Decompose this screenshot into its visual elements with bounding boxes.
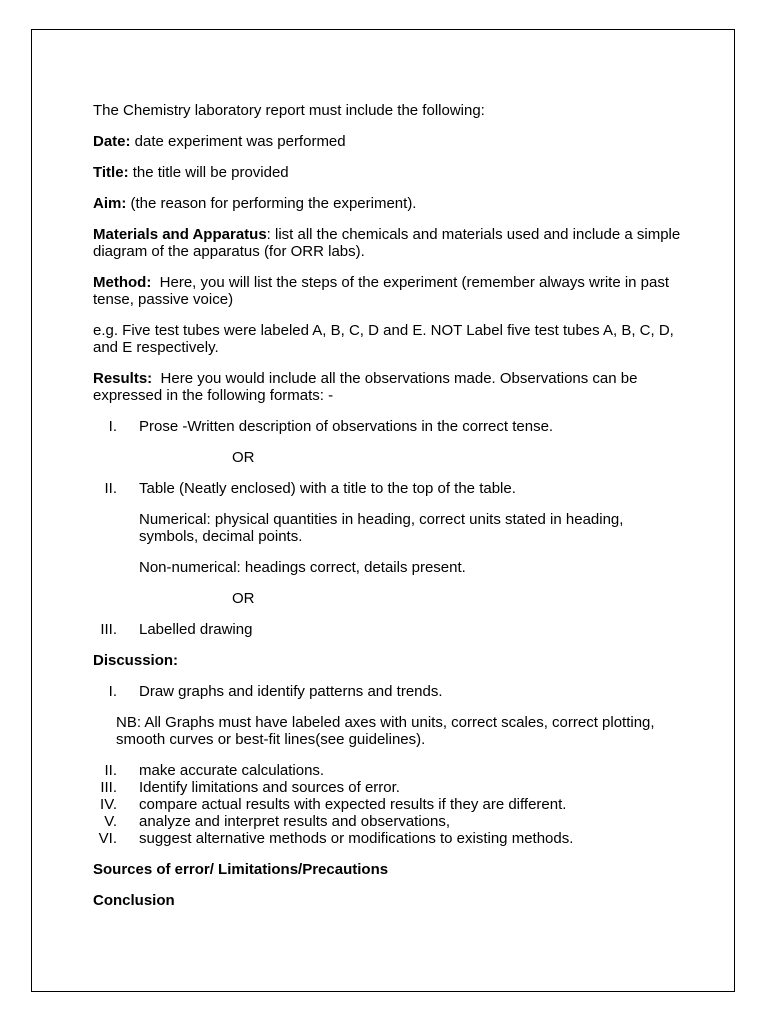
intro-text: The Chemistry laboratory report must include the following: [93,102,485,119]
discussion-item-2 [93,762,683,779]
method-section [93,274,683,308]
discussion-item-5 [93,813,683,830]
list-item-text: Identify limitations and sources of error. [139,779,400,796]
materials-section [93,226,683,260]
list-number: IV. [100,796,117,813]
list-number: V. [104,813,117,830]
results-item-3 [93,621,683,638]
list-item-text: analyze and interpret results and observations, [139,813,451,830]
materials-label: Materials and Apparatus [93,226,267,243]
non-numerical-note: Non-numerical: headings correct, details present. [139,559,466,576]
date-section [93,133,683,150]
aim-label: Aim: [93,195,127,212]
list-number: II. [104,762,117,779]
list-item-text: Table (Neatly enclosed) with a title to the top of the table. [139,480,516,497]
discussion-item-6 [93,830,683,847]
sources-label: Sources of error/ Limitations/Precautions [93,861,389,878]
date-text: date experiment was performed [130,133,346,150]
title-label: Title: [93,164,129,181]
list-number: I. [108,418,117,435]
date-label: Date: [93,133,131,150]
or-separator-2: OR [232,590,255,607]
aim-text: (the reason for performing the experiment). [126,195,417,212]
list-number: VI. [98,830,117,847]
list-number: III. [100,779,117,796]
results-item-1 [93,418,683,435]
discussion-heading [93,652,683,669]
title-text: the title will be provided [128,164,289,181]
document-page [31,29,735,992]
list-item-text: Draw graphs and identify patterns and trends. [139,683,443,700]
list-number: I. [108,683,117,700]
conclusion-heading [93,892,683,909]
numerical-note: Numerical: physical quantities in heading, correct units stated in heading, symbols, decimal points. [139,511,624,545]
nb-note: NB: All Graphs must have labeled axes with units, correct scales, correct plotting, smooth curves or best-fit lines(see guidelines). [116,714,655,748]
conclusion-label: Conclusion [93,892,175,909]
results-text: Here you would include all the observations made. Observations can be expressed in the following formats: - [93,370,642,404]
document-content [93,102,683,923]
list-number: II. [104,480,117,497]
example-text: e.g. Five test tubes were labeled A, B, C, D and E. NOT Label five test tubes A, B, C, D, and E respectively. [93,322,674,356]
or-separator-1: OR [232,449,255,466]
method-text: Here, you will list the steps of the experiment (remember always write in past tense, passive voice) [93,274,674,308]
method-label: Method: [93,274,152,291]
title-section [93,164,683,181]
list-item-text: Labelled drawing [139,621,253,638]
list-number: III. [100,621,117,638]
sources-heading [93,861,683,878]
materials-text: : list all the chemicals and materials used and include a simple diagram of the apparatus (for ORR labs). [93,226,681,260]
list-item-text: Prose -Written description of observations in the correct tense. [139,418,554,435]
list-item-text: make accurate calculations. [139,762,325,779]
results-item-2 [93,480,683,497]
list-item-text: suggest alternative methods or modifications to existing methods. [139,830,574,847]
list-item-text: compare actual results with expected results if they are different. [139,796,567,813]
aim-section [93,195,683,212]
discussion-item-4 [93,796,683,813]
discussion-label: Discussion: [93,652,179,669]
results-section [93,370,683,404]
results-label: Results: [93,370,153,387]
discussion-item-1 [93,683,683,700]
discussion-item-3 [93,779,683,796]
